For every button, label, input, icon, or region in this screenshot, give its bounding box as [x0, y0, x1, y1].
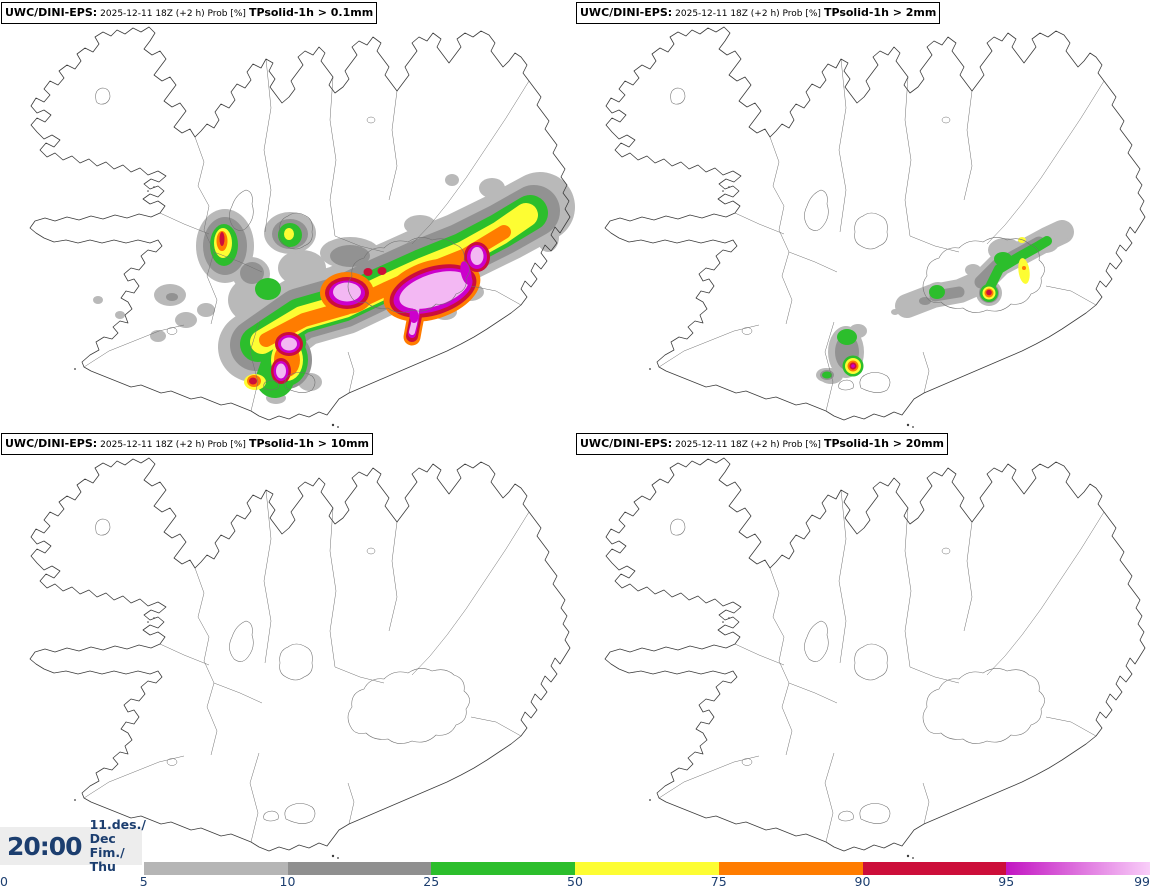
map-panel-10mm — [0, 431, 575, 862]
colorbar-tick-0: 0 — [0, 874, 8, 889]
model-label: UWC/DINI-EPS: — [5, 6, 98, 19]
colorbar-tick-99: 99 — [1134, 874, 1150, 889]
colorbar-tick-50: 50 — [567, 874, 583, 889]
iceland-map-10mm — [0, 431, 575, 862]
threshold-label: TPsolid-1h > 20mm — [823, 437, 945, 450]
iceland-map-20mm — [575, 431, 1150, 862]
panel-title-10mm — [1, 433, 373, 455]
iceland-map-0.1mm — [0, 0, 575, 431]
threshold-label: TPsolid-1h > 10mm — [248, 437, 370, 450]
map-panel-0.1mm — [0, 0, 575, 431]
colorbar-tick-10: 10 — [279, 874, 296, 889]
precip-probability-overlay — [816, 228, 1070, 384]
panel-title-2mm — [576, 2, 940, 24]
valid-day: Fim./ Thu — [89, 845, 125, 874]
model-label: UWC/DINI-EPS: — [5, 437, 98, 450]
valid-date-block — [90, 818, 146, 874]
valid-time-box — [0, 817, 146, 874]
run-label: 2025-12-11 18Z (+2 h) Prob [%] — [675, 9, 821, 19]
run-label: 2025-12-11 18Z (+2 h) Prob [%] — [100, 9, 246, 19]
iceland-map-2mm — [575, 0, 1150, 431]
run-label: 2025-12-11 18Z (+2 h) Prob [%] — [675, 440, 821, 450]
colorbar-tick-labels — [0, 874, 1150, 890]
valid-time: 20:00 — [7, 831, 82, 861]
colorbar-tick-25: 25 — [423, 874, 440, 889]
map-panel-2mm — [575, 0, 1150, 431]
threshold-label: TPsolid-1h > 2mm — [823, 6, 937, 19]
panel-title-20mm — [576, 433, 948, 455]
run-label: 2025-12-11 18Z (+2 h) Prob [%] — [100, 440, 246, 450]
panel-title-0.1mm — [1, 2, 377, 24]
colorbar-tick-90: 90 — [854, 874, 871, 889]
threshold-label: TPsolid-1h > 0.1mm — [248, 6, 374, 19]
model-label: UWC/DINI-EPS: — [580, 437, 673, 450]
valid-date: 11.des./ Dec — [89, 817, 146, 846]
map-panel-20mm — [575, 431, 1150, 862]
colorbar-tick-95: 95 — [998, 874, 1015, 889]
colorbar-tick-75: 75 — [710, 874, 727, 889]
model-label: UWC/DINI-EPS: — [580, 6, 673, 19]
colorbar-tick-5: 5 — [139, 874, 148, 889]
